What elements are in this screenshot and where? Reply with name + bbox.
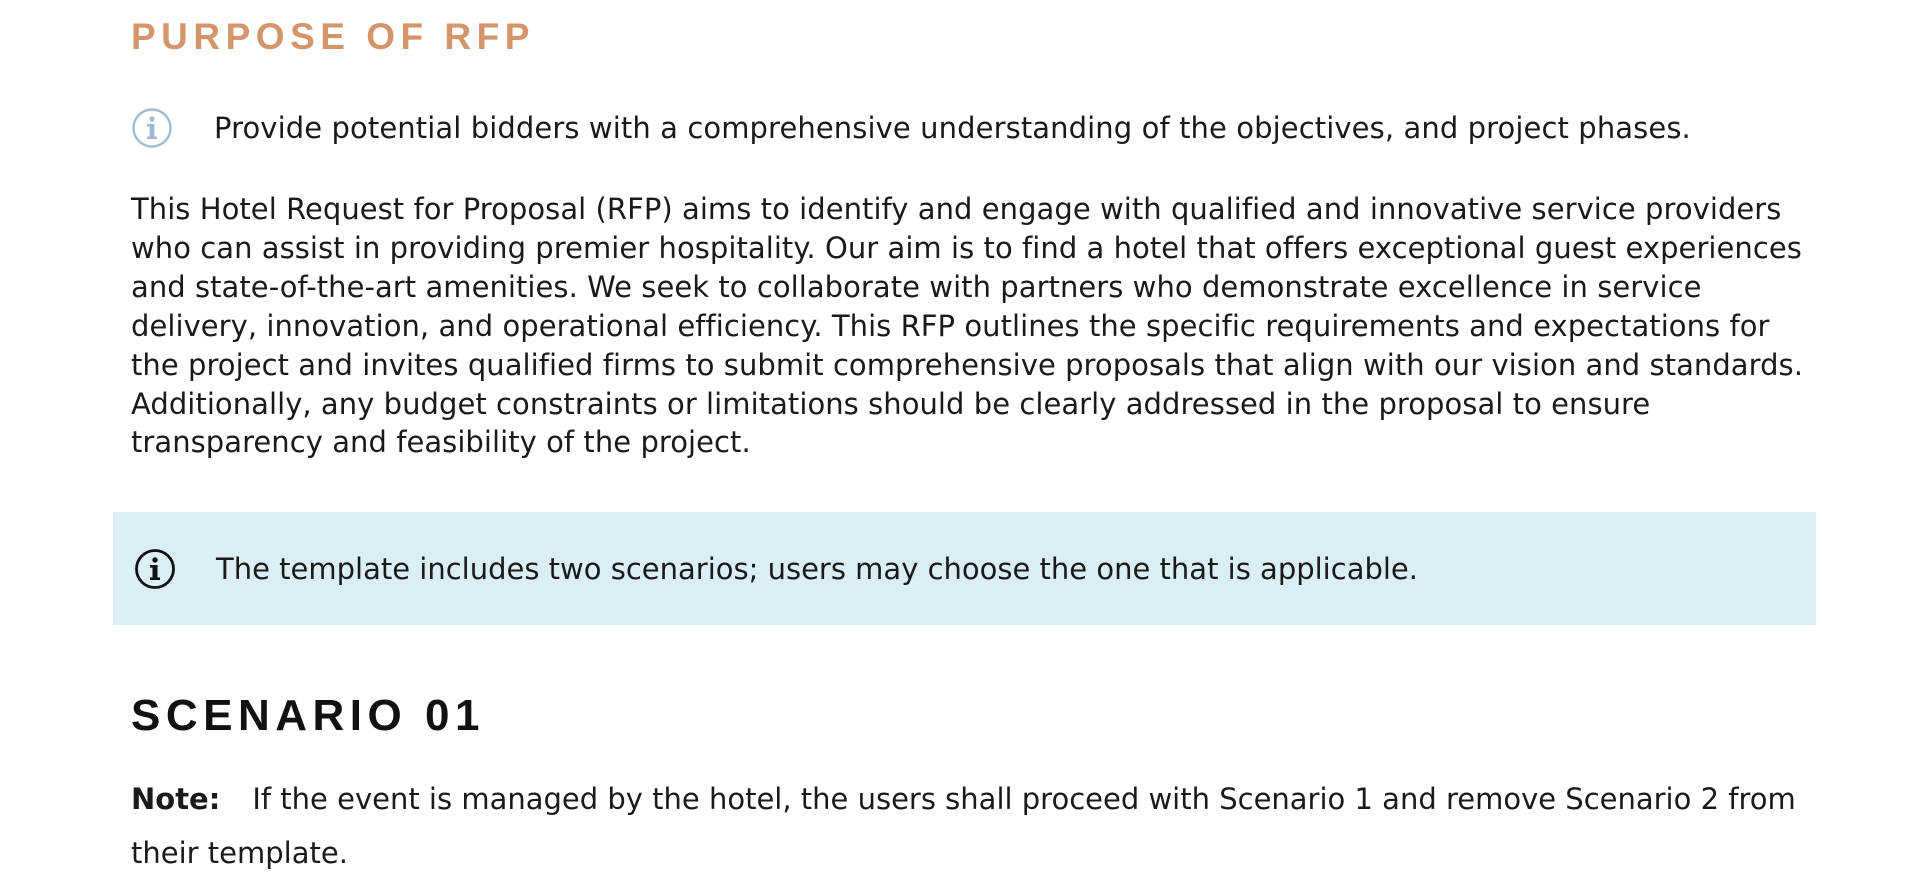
section-heading-scenario: SCENARIO 01 — [131, 691, 485, 740]
tip-row — [131, 100, 1831, 156]
callout-text: The template includes two scenarios; users may choose the one that is applicable. — [216, 551, 1418, 586]
purpose-paragraph: This Hotel Request for Proposal (RFP) aims to identify and engage with qualified and innovative service providers who can assist in providing premier hospitality. Our aim is to find a hotel that offers exceptional guest experiences and state-of-the-art amenities. We seek to collaborate with partners who demonstrate excellence in service delivery, innovation, and operational efficiency. This RFP outlines the specific requirements and expectations for the project and invites qualified firms to submit comprehensive proposals that align with our vision and standards. Additionally, any budget constraints or limitations should be clearly addressed in the proposal to ensure transparency and feasibility of the project. — [131, 192, 1803, 460]
note-text: If the event is managed by the hotel, the users shall proceed with Scenario 1 and remove Scenario 2 from their template. — [131, 782, 1796, 870]
tip-text: Provide potential bidders with a comprehensive understanding of the objectives, and project phases. — [214, 111, 1691, 145]
info-circle-icon — [131, 107, 173, 149]
scenario-callout — [113, 512, 1816, 625]
scenario-note — [131, 772, 1831, 880]
info-circle-icon — [134, 548, 176, 590]
note-label: Note: — [131, 782, 221, 816]
section-heading-purpose: PURPOSE OF RFP — [131, 16, 535, 57]
